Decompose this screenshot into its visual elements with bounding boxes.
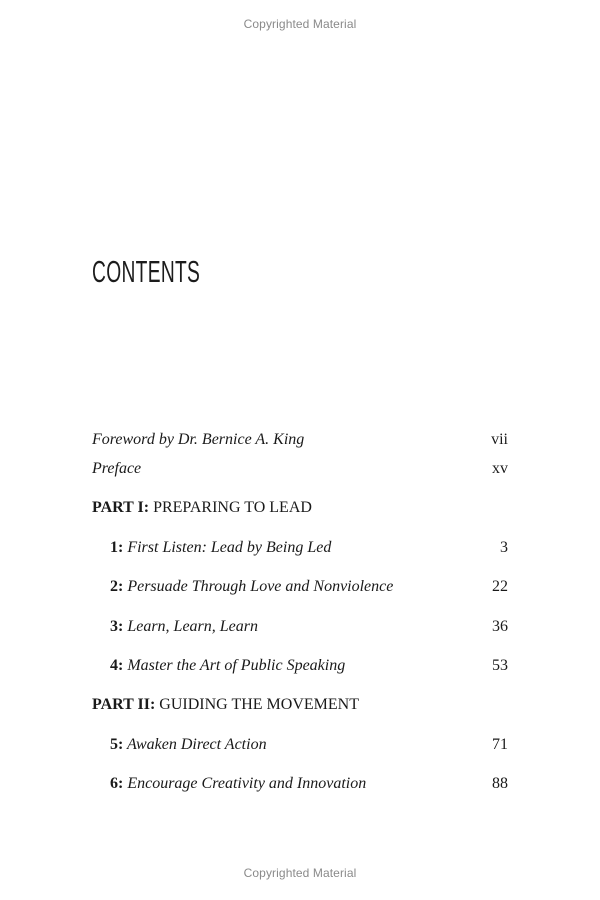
chapter-page: 88: [492, 775, 508, 792]
chapter-number: 1:: [110, 539, 124, 556]
chapter-title: First Listen: Lead by Being Led: [127, 539, 332, 556]
chapter-page: 53: [492, 657, 508, 674]
toc-chapter-6: [92, 772, 508, 796]
chapter-number: 5:: [110, 736, 124, 753]
part-label: PART I:: [92, 499, 150, 516]
part-label: PART II:: [92, 696, 156, 713]
copyright-watermark-top: Copyrighted Material: [243, 17, 357, 31]
toc-part-1-heading: [92, 496, 508, 520]
toc-chapter-5: [92, 733, 508, 757]
copyright-watermark-bottom: Copyrighted Material: [243, 866, 357, 880]
chapter-title: Master the Art of Public Speaking: [127, 657, 346, 674]
chapter-number: 4:: [110, 657, 124, 674]
chapter-number: 3:: [110, 618, 124, 635]
toc-entry-preface: [92, 457, 508, 481]
toc-entry-page: xv: [492, 460, 508, 477]
chapter-number: 6:: [110, 775, 124, 792]
chapter-title: Persuade Through Love and Nonviolence: [127, 578, 394, 595]
toc-chapter-2: [92, 575, 508, 599]
chapter-title: Awaken Direct Action: [127, 736, 267, 753]
chapter-page: 22: [492, 578, 508, 595]
toc-entry-page: vii: [491, 431, 508, 448]
chapter-page: 3: [500, 539, 508, 556]
toc-entry-title: Preface: [92, 460, 142, 477]
toc-chapter-4: [92, 654, 508, 678]
chapter-number: 2:: [110, 578, 124, 595]
toc-entry-foreword: [92, 428, 508, 452]
page-title: CONTENTS: [92, 254, 201, 289]
chapter-title: Learn, Learn, Learn: [127, 618, 259, 635]
toc-part-2-heading: [92, 693, 508, 717]
part-title: GUIDING THE MOVEMENT: [159, 696, 359, 713]
toc-chapter-3: [92, 615, 508, 639]
part-title: PREPARING TO LEAD: [153, 499, 312, 516]
chapter-page: 71: [492, 736, 508, 753]
toc-chapter-1: [92, 536, 508, 560]
toc-entry-title: Foreword by Dr. Bernice A. King: [92, 431, 305, 448]
chapter-page: 36: [492, 618, 508, 635]
chapter-title: Encourage Creativity and Innovation: [127, 775, 367, 792]
